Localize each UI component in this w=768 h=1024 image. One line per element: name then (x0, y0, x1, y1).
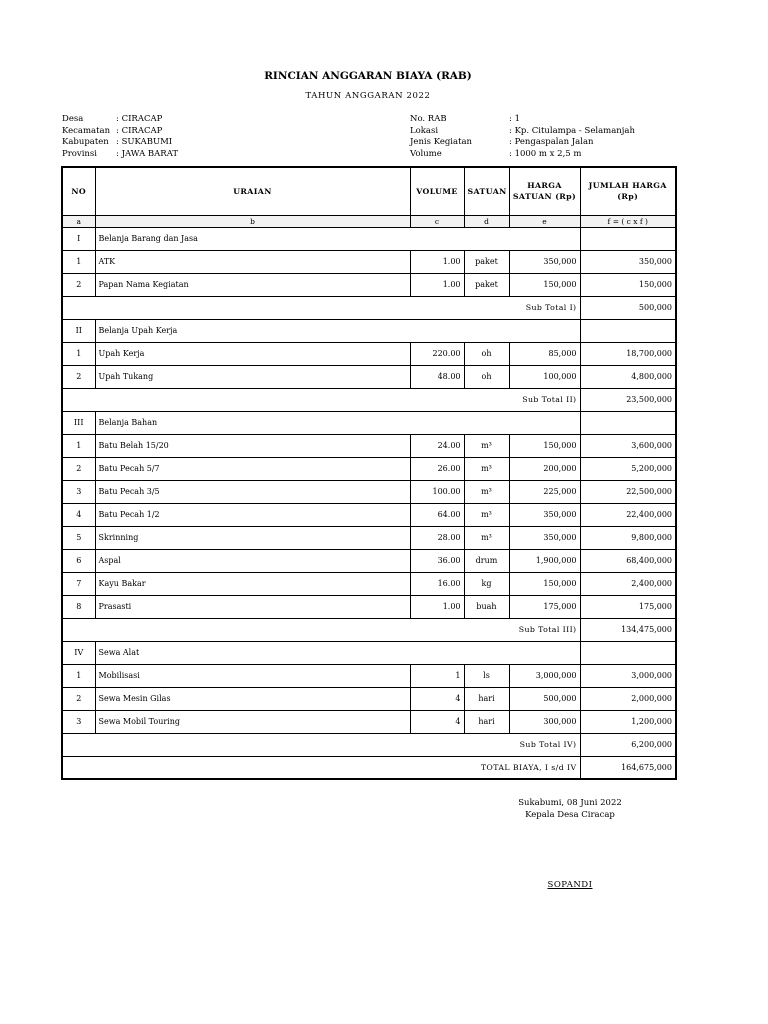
info-left-block (62, 114, 178, 160)
item-volume: 64.00 (410, 503, 464, 526)
item-unit-price: 350,000 (509, 503, 580, 526)
table-row (62, 549, 676, 572)
group-row (62, 641, 676, 664)
item-name: Mobilisasi (95, 664, 410, 687)
subtotal-label: Sub Total II) (62, 388, 580, 411)
subtotal-label: Sub Total I) (62, 296, 580, 319)
info-label: Kabupaten (62, 137, 109, 147)
item-name: Upah Kerja (95, 342, 410, 365)
group-empty-cell (580, 641, 676, 664)
header-satuan: SATUAN (464, 167, 509, 215)
item-total: 68,400,000 (580, 549, 676, 572)
header-no: NO (62, 167, 95, 215)
item-number: 4 (62, 503, 95, 526)
item-unit-price: 500,000 (509, 687, 580, 710)
info-label: Desa (62, 114, 84, 124)
column-letter: a (62, 215, 95, 227)
info-row (410, 137, 635, 149)
group-number: III (62, 411, 95, 434)
item-name: Batu Belah 15/20 (95, 434, 410, 457)
item-volume: 4 (410, 687, 464, 710)
item-number: 7 (62, 572, 95, 595)
info-value: : CIRACAP (116, 125, 163, 136)
item-unit: kg (464, 572, 509, 595)
rab-table-body (62, 167, 676, 779)
item-unit-price: 350,000 (509, 250, 580, 273)
header-jumlah-harga: JUMLAH HARGA (Rp) (580, 167, 676, 215)
info-label: Volume (410, 148, 442, 159)
item-unit: m³ (464, 526, 509, 549)
item-volume: 1.00 (410, 273, 464, 296)
info-value: : 1000 m x 2,5 m (509, 148, 582, 159)
item-total: 1,200,000 (580, 710, 676, 733)
item-name: Aspal (95, 549, 410, 572)
group-name: Belanja Barang dan Jasa (95, 227, 580, 250)
table-row (62, 595, 676, 618)
item-number: 1 (62, 342, 95, 365)
table-row (62, 503, 676, 526)
subtotal-value: 6,200,000 (580, 733, 676, 756)
item-volume: 26.00 (410, 457, 464, 480)
subtotal-row (62, 388, 676, 411)
subtotal-value: 23,500,000 (580, 388, 676, 411)
table-row (62, 526, 676, 549)
item-unit: ls (464, 664, 509, 687)
subtotal-row (62, 296, 676, 319)
item-volume: 100.00 (410, 480, 464, 503)
item-volume: 28.00 (410, 526, 464, 549)
table-row (62, 273, 676, 296)
item-number: 2 (62, 457, 95, 480)
info-row (410, 149, 635, 161)
info-row (410, 126, 635, 138)
item-unit-price: 85,000 (509, 342, 580, 365)
item-total: 3,600,000 (580, 434, 676, 457)
column-letter: d (464, 215, 509, 227)
item-number: 2 (62, 365, 95, 388)
item-unit: hari (464, 687, 509, 710)
table-row (62, 457, 676, 480)
item-number: 2 (62, 687, 95, 710)
group-row (62, 227, 676, 250)
info-value: : JAWA BARAT (116, 148, 179, 159)
group-empty-cell (580, 319, 676, 342)
item-number: 6 (62, 549, 95, 572)
info-row (62, 114, 178, 126)
subtotal-row (62, 618, 676, 641)
item-number: 1 (62, 434, 95, 457)
column-letter-row (62, 215, 676, 227)
item-total: 175,000 (580, 595, 676, 618)
item-volume: 16.00 (410, 572, 464, 595)
grand-total-label: TOTAL BIAYA, I s/d IV (62, 756, 580, 779)
item-number: 1 (62, 250, 95, 273)
table-row (62, 710, 676, 733)
info-value: : SUKABUMI (116, 137, 173, 147)
group-row (62, 319, 676, 342)
subtotal-value: 500,000 (580, 296, 676, 319)
item-number: 2 (62, 273, 95, 296)
info-value: : Kp. Citulampa - Selamanjah (509, 125, 635, 136)
info-value: : Pengaspalan Jalan (509, 137, 594, 147)
info-label: Kecamatan (62, 125, 111, 136)
table-header-row (62, 167, 676, 215)
table-row (62, 365, 676, 388)
item-number: 1 (62, 664, 95, 687)
table-row (62, 572, 676, 595)
table-row (62, 342, 676, 365)
subtotal-label: Sub Total III) (62, 618, 580, 641)
item-unit-price: 150,000 (509, 572, 580, 595)
group-number: I (62, 227, 95, 250)
item-volume: 1 (410, 664, 464, 687)
item-unit: m³ (464, 503, 509, 526)
item-name: Sewa Mesin Gilas (95, 687, 410, 710)
item-total: 2,400,000 (580, 572, 676, 595)
group-empty-cell (580, 411, 676, 434)
item-total: 22,400,000 (580, 503, 676, 526)
signature-place-date: Sukabumi, 08 Juni 2022 (518, 798, 622, 808)
item-unit: paket (464, 273, 509, 296)
subtotal-value: 134,475,000 (580, 618, 676, 641)
group-name: Belanja Upah Kerja (95, 319, 580, 342)
column-letter: b (95, 215, 410, 227)
item-unit: m³ (464, 480, 509, 503)
item-unit-price: 350,000 (509, 526, 580, 549)
group-empty-cell (580, 227, 676, 250)
info-row (62, 137, 178, 149)
item-unit-price: 150,000 (509, 273, 580, 296)
item-unit: hari (464, 710, 509, 733)
item-total: 9,800,000 (580, 526, 676, 549)
item-volume: 1.00 (410, 250, 464, 273)
document-title: RINCIAN ANGGARAN BIAYA (RAB) (264, 70, 472, 82)
info-label: Provinsi (62, 148, 97, 159)
subtotal-row (62, 733, 676, 756)
item-unit: m³ (464, 457, 509, 480)
item-volume: 36.00 (410, 549, 464, 572)
item-unit: buah (464, 595, 509, 618)
item-volume: 4 (410, 710, 464, 733)
item-unit-price: 200,000 (509, 457, 580, 480)
info-row (410, 114, 635, 126)
column-letter: c (410, 215, 464, 227)
table-row (62, 434, 676, 457)
item-total: 4,800,000 (580, 365, 676, 388)
signature-name: SOPANDI (547, 880, 593, 890)
item-total: 350,000 (580, 250, 676, 273)
item-name: Skrinning (95, 526, 410, 549)
item-unit: oh (464, 365, 509, 388)
info-label: No. RAB (410, 114, 447, 124)
header-uraian: URAIAN (95, 167, 410, 215)
info-right-block (410, 114, 635, 160)
document-subtitle: TAHUN ANGGARAN 2022 (305, 91, 431, 101)
item-name: ATK (95, 250, 410, 273)
item-unit-price: 300,000 (509, 710, 580, 733)
item-unit: m³ (464, 434, 509, 457)
item-unit: oh (464, 342, 509, 365)
item-unit-price: 150,000 (509, 434, 580, 457)
info-value: : 1 (509, 114, 520, 124)
group-number: IV (62, 641, 95, 664)
signature-block (512, 797, 628, 821)
item-volume: 220.00 (410, 342, 464, 365)
grand-total-value: 164,675,000 (580, 756, 676, 779)
item-name: Upah Tukang (95, 365, 410, 388)
group-row (62, 411, 676, 434)
item-unit-price: 175,000 (509, 595, 580, 618)
info-label: Lokasi (410, 125, 439, 136)
column-letter: f = ( c x f ) (580, 215, 676, 227)
item-total: 150,000 (580, 273, 676, 296)
item-unit-price: 100,000 (509, 365, 580, 388)
table-row (62, 480, 676, 503)
item-name: Batu Pecah 1/2 (95, 503, 410, 526)
header-volume: VOLUME (410, 167, 464, 215)
item-total: 3,000,000 (580, 664, 676, 687)
group-number: II (62, 319, 95, 342)
item-unit: paket (464, 250, 509, 273)
item-total: 2,000,000 (580, 687, 676, 710)
item-volume: 1.00 (410, 595, 464, 618)
group-name: Belanja Bahan (95, 411, 580, 434)
item-number: 5 (62, 526, 95, 549)
item-number: 3 (62, 480, 95, 503)
item-name: Papan Nama Kegiatan (95, 273, 410, 296)
table-row (62, 687, 676, 710)
subtotal-label: Sub Total IV) (62, 733, 580, 756)
column-letter: e (509, 215, 580, 227)
item-unit-price: 3,000,000 (509, 664, 580, 687)
item-number: 3 (62, 710, 95, 733)
group-name: Sewa Alat (95, 641, 580, 664)
item-name: Prasasti (95, 595, 410, 618)
grand-total-row (62, 756, 676, 779)
info-value: : CIRACAP (116, 114, 163, 124)
item-total: 5,200,000 (580, 457, 676, 480)
item-unit: drum (464, 549, 509, 572)
item-name: Batu Pecah 3/5 (95, 480, 410, 503)
item-unit-price: 225,000 (509, 480, 580, 503)
header-harga-satuan: HARGA SATUAN (Rp) (509, 167, 580, 215)
item-name: Kayu Bakar (95, 572, 410, 595)
item-unit-price: 1,900,000 (509, 549, 580, 572)
table-row (62, 664, 676, 687)
item-name: Batu Pecah 5/7 (95, 457, 410, 480)
rab-table (61, 166, 677, 780)
item-volume: 48.00 (410, 365, 464, 388)
item-total: 22,500,000 (580, 480, 676, 503)
item-volume: 24.00 (410, 434, 464, 457)
item-name: Sewa Mobil Touring (95, 710, 410, 733)
info-label: Jenis Kegiatan (410, 137, 473, 147)
table-row (62, 250, 676, 273)
item-number: 8 (62, 595, 95, 618)
item-total: 18,700,000 (580, 342, 676, 365)
signature-position: Kepala Desa Ciracap (525, 810, 615, 820)
info-row (62, 149, 178, 161)
info-row (62, 126, 178, 138)
